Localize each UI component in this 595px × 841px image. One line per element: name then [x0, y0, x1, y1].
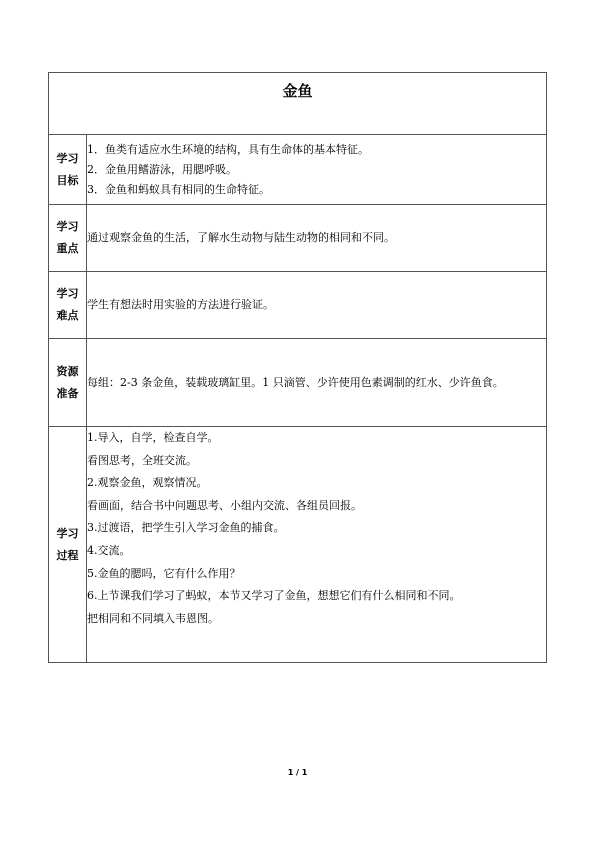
goal-item: 1．鱼类有适应水生环境的结构，具有生命体的基本特征。 [87, 142, 369, 156]
difficulty-label [49, 272, 87, 339]
difficulty-label-line1: 学习 [56, 287, 79, 300]
difficulty-content [87, 272, 547, 339]
process-step: 看图思考，全班交流。 [87, 453, 197, 467]
goals-label [49, 135, 87, 205]
focus-label [49, 205, 87, 272]
resources-content [87, 339, 547, 427]
process-content [87, 427, 547, 663]
page-number: 1 / 1 [287, 768, 308, 777]
resources-label-line1: 资源 [56, 364, 79, 378]
goals-label-line1: 学习 [56, 151, 79, 165]
process-step: 3.过渡语，把学生引入学习金鱼的捕食。 [87, 521, 285, 535]
process-step: 2.观察金鱼，观察情况。 [87, 476, 208, 490]
resources-row [49, 339, 547, 427]
resources-label [49, 339, 87, 427]
resources-label-line2: 准备 [56, 386, 79, 400]
goal-item: 2．金鱼用鳍游泳，用腮呼吸。 [87, 162, 237, 176]
focus-row [49, 205, 547, 272]
process-step: 1.导入，自学，检查自学。 [87, 431, 219, 444]
goal-item: 3．金鱼和蚂蚁具有相同的生命特征。 [87, 182, 270, 196]
focus-text: 通过观察金鱼的生活，了解水生动物与陆生动物的相同和不同。 [87, 231, 395, 244]
process-label-line1: 学习 [56, 526, 79, 540]
process-row [49, 427, 547, 663]
difficulty-label-line2: 难点 [56, 309, 79, 322]
process-step: 把相同和不同填入韦恩图。 [87, 611, 219, 625]
difficulty-row [49, 272, 547, 339]
focus-label-line1: 学习 [56, 220, 79, 233]
resources-text: 每组：2-3 条金鱼，装载玻璃缸里。1 只滴管、少许使用色素调制的红水、少许鱼食。 [87, 376, 504, 389]
goals-row [49, 135, 547, 205]
process-step: 6.上节课我们学习了蚂蚁，本节又学习了金鱼，想想它们有什么相同和不同。 [87, 589, 461, 603]
process-step: 5.金鱼的腮吗，它有什么作用？ [87, 566, 241, 580]
lesson-plan-table [48, 72, 547, 663]
difficulty-text: 学生有想法时用实验的方法进行验证。 [87, 298, 274, 311]
process-step: 看画面，结合书中问题思考、小组内交流、各组员回报。 [87, 498, 362, 512]
page-title: 金鱼 [282, 82, 313, 100]
goals-content [87, 135, 547, 205]
title-row [49, 73, 547, 135]
process-label-line2: 过程 [56, 548, 79, 562]
focus-label-line2: 重点 [56, 242, 79, 255]
focus-content [87, 205, 547, 272]
goals-label-line2: 目标 [56, 173, 79, 187]
process-step: 4.交流。 [87, 543, 131, 557]
process-label [49, 427, 87, 663]
title-cell [49, 73, 547, 135]
